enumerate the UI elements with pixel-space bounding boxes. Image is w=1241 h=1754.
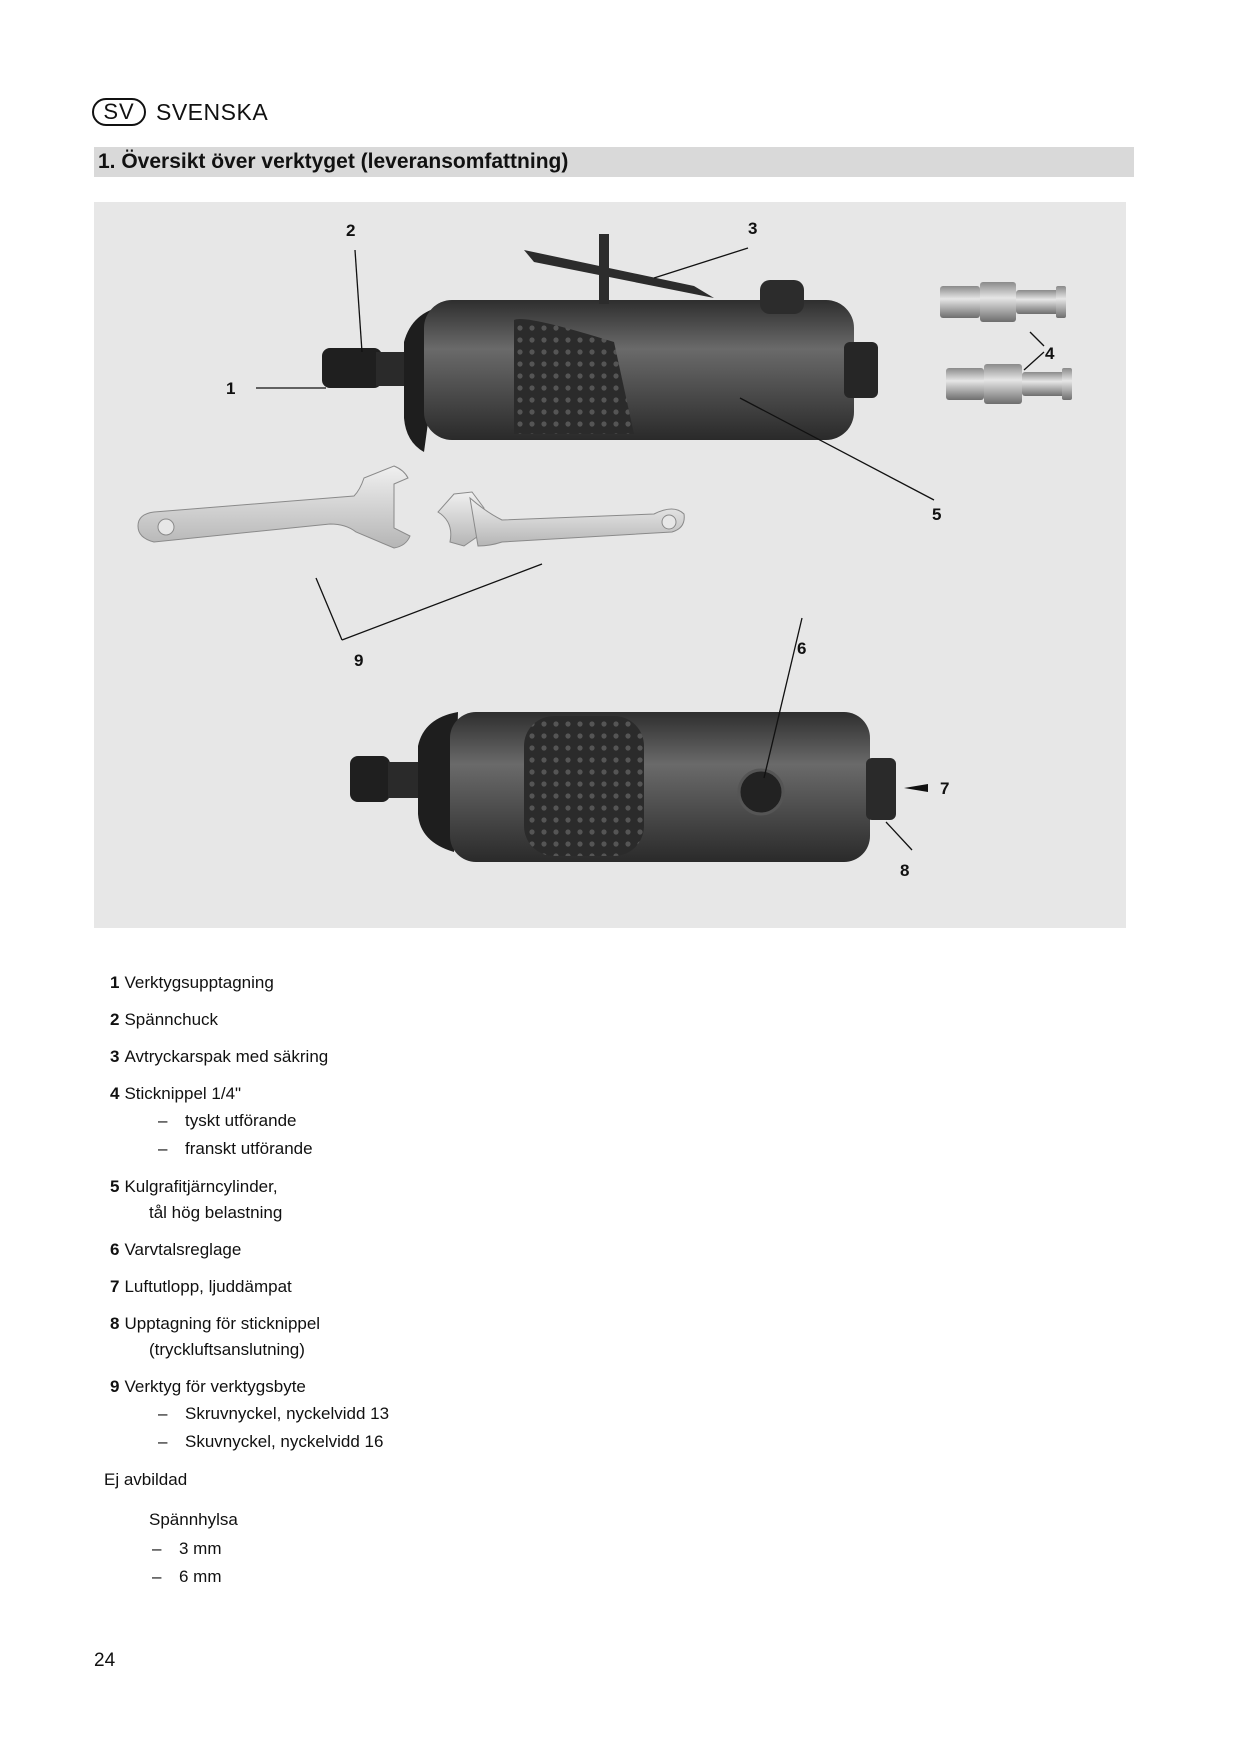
callout-8: 8 (900, 861, 910, 880)
tool-holder-collet (322, 348, 382, 388)
plug-nipple-french (946, 364, 1072, 404)
legend-subitem: – Skuvnyckel, nyckelvidd 16 (158, 1432, 384, 1451)
callout-5: 5 (932, 505, 942, 524)
callout-6: 6 (797, 639, 807, 658)
page-number: 24 (94, 1650, 116, 1671)
legend-subitem: – tyskt utförande (158, 1111, 297, 1130)
tool-overview-figure (94, 202, 1126, 928)
spare-collet-title: Spännhylsa (149, 1510, 238, 1529)
wrench-16 (438, 492, 684, 546)
not-shown-label: Ej avbildad (104, 1470, 188, 1489)
legend-item-9: 9 Verktyg för verktygsbyte – Skruvnyckel, nyckelvidd 13 – Skuvnyckel, nyckelvidd 16 (110, 1374, 804, 1456)
air-outlet-arrow (904, 784, 928, 792)
section-title: 1. Översikt över verktyget (leveransomfattning) (98, 150, 569, 173)
top-grinder (322, 234, 878, 452)
bottom-grinder (350, 712, 896, 862)
legend-item-6: 6 Varvtalsreglage (110, 1240, 242, 1259)
legend-item-1: 1 Verktygsupptagning (110, 973, 274, 992)
callout-4: 4 (1045, 344, 1055, 363)
legend-subitem: – franskt utförande (158, 1139, 313, 1158)
legend-item-5: 5 Kulgrafitjärncylinder, tål hög belastning (110, 1177, 283, 1222)
section-header-bar (94, 147, 1134, 177)
cylinder-body (424, 300, 854, 440)
language-name: SVENSKA (156, 98, 269, 125)
wrench-13 (138, 466, 410, 548)
legend-item-4: 4 Sticknippel 1/4" – tyskt utförande – franskt utförande (110, 1081, 804, 1163)
legend-item-3: 3 Avtryckarspak med säkring (110, 1047, 329, 1066)
spare-subitem: – 3 mm (152, 1539, 222, 1558)
legend-subitem: – Skruvnyckel, nyckelvidd 13 (158, 1404, 390, 1423)
callout-7: 7 (940, 779, 950, 798)
legend-item-7: 7 Luftutlopp, ljuddämpat (110, 1277, 292, 1296)
legend-item-8: 8 Upptagning för sticknippel (tryckluftsanslutning) (110, 1314, 321, 1359)
tool-illustration (94, 202, 1126, 928)
callout-9: 9 (354, 651, 364, 670)
trigger-lever (524, 250, 714, 298)
speed-regulator (739, 770, 783, 814)
callout-1: 1 (226, 379, 236, 398)
plug-nipple-german (940, 282, 1066, 322)
legend-item-2: 2 Spännchuck (110, 1010, 219, 1029)
language-badge: SV (92, 98, 146, 126)
callout-3: 3 (748, 219, 758, 238)
callout-2: 2 (346, 221, 356, 240)
parts-legend (104, 970, 804, 1591)
spare-subitem: – 6 mm (152, 1567, 222, 1586)
language-header (92, 96, 268, 128)
